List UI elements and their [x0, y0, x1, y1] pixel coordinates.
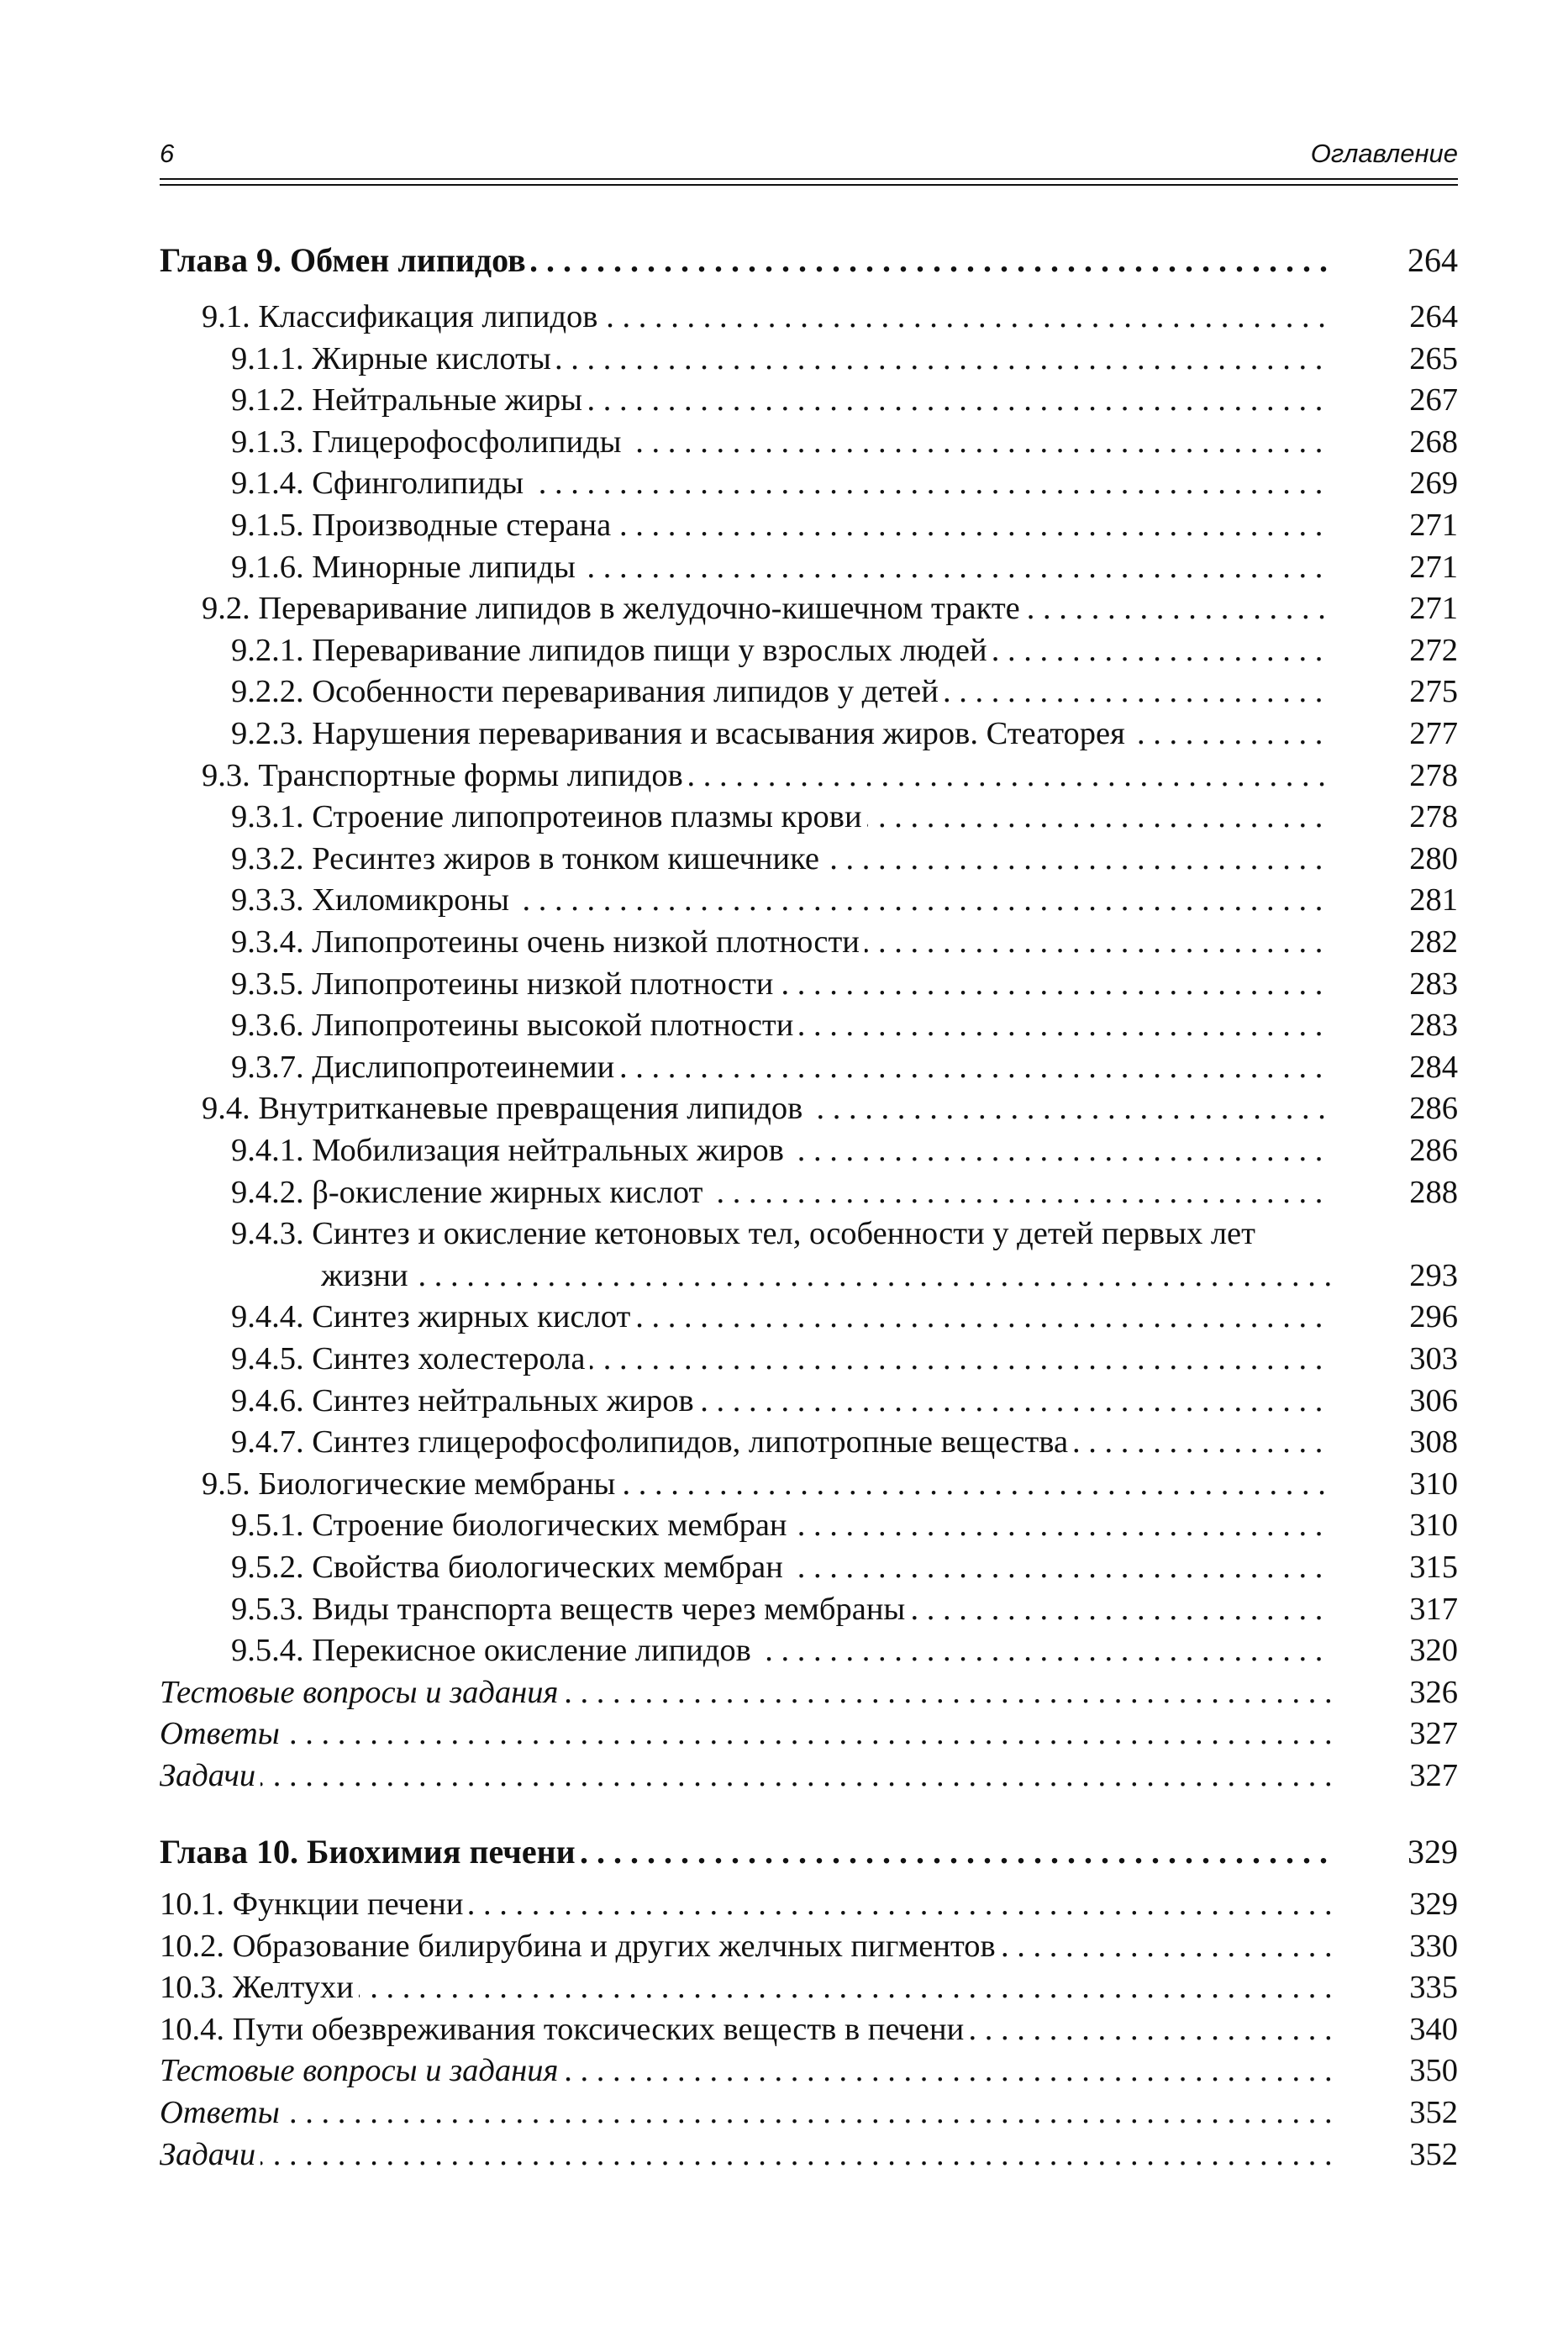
toc-entry [160, 797, 1458, 837]
toc-entry-page: 335 [1409, 1970, 1458, 2006]
toc-entry-page: 265 [1409, 340, 1458, 376]
toc-entry-label: 9.4.1. Мобилизация нейтральных жиров [231, 1133, 789, 1168]
toc-entry [160, 339, 1458, 379]
toc-entry [160, 922, 1458, 962]
toc-entry-label: 9.3.4. Липопротеины очень низкой плотности [231, 924, 865, 960]
toc-entry [160, 964, 1458, 1004]
toc-entry [160, 1047, 1458, 1087]
toc-entry-page: 330 [1409, 1928, 1458, 1964]
toc-entry-page: 268 [1409, 424, 1458, 460]
chapter-heading [160, 240, 1458, 281]
toc-entry-page: 317 [1409, 1591, 1458, 1627]
toc-entry [160, 671, 1458, 712]
toc-entry-page: 350 [1409, 2053, 1458, 2089]
toc-entry-label: 9.5.4. Перекисное окисление липидов [231, 1633, 756, 1668]
toc-entry-text [231, 1297, 1332, 1337]
toc-entry-page: 286 [1409, 1133, 1458, 1168]
toc-entry-page: 264 [1409, 299, 1458, 334]
toc-entry-page: 284 [1409, 1049, 1458, 1085]
toc-entry [160, 2134, 1458, 2175]
toc-entry [160, 1339, 1458, 1379]
toc-entry-label: 9.4.6. Синтез нейтральных жиров [231, 1383, 699, 1418]
toc-entry-label: 9.1. Классификация липидов [202, 299, 602, 334]
toc-entry-text [160, 1672, 1332, 1713]
toc-entry-label: 9.5.2. Свойства биологических мембран [231, 1550, 788, 1585]
header-rule [160, 184, 1458, 186]
toc-entry-label: 10.2. Образование билирубина и других желчных пигментов [160, 1929, 1001, 1964]
toc-entry-page: 283 [1409, 1008, 1458, 1044]
toc-entry [160, 755, 1458, 796]
toc-entry-label: Глава 10. Биохимия печени [160, 1833, 581, 1871]
toc-entry-label: 9.4.5. Синтез холестерола [231, 1341, 590, 1376]
toc-entry-label: 9.1.5. Производные стерана [231, 508, 616, 543]
toc-entry-text [231, 547, 1332, 587]
toc-entry-text [231, 713, 1332, 754]
toc-entry [160, 1005, 1458, 1045]
toc-entry [160, 463, 1458, 503]
toc-entry-label: 9.4.7. Синтез глицерофосфолипидов, липотропные вещества [231, 1424, 1073, 1460]
toc-entry [160, 1381, 1458, 1421]
toc-entry [160, 1630, 1458, 1671]
toc-entry-page: 340 [1409, 2011, 1458, 2047]
toc-entry-text [231, 922, 1332, 962]
toc-entry [160, 1713, 1458, 1754]
toc-entry-page: 310 [1409, 1508, 1458, 1544]
toc-entry-page: 329 [1408, 1833, 1458, 1871]
toc-entry-page: 352 [1409, 2095, 1458, 2130]
toc-entry [160, 1505, 1458, 1545]
toc-entry-label: 9.3.3. Хиломикроны [231, 882, 514, 918]
toc-entry-text [160, 1884, 1332, 1924]
toc-entry [160, 1172, 1458, 1213]
toc-entry-page: 264 [1408, 241, 1458, 279]
toc-entry [160, 297, 1458, 337]
toc-entry-text [231, 1047, 1332, 1087]
toc-entry-page: 275 [1409, 674, 1458, 710]
toc-entry-text [231, 380, 1332, 420]
toc-entry-text [231, 463, 1332, 503]
toc-entry-page: 271 [1409, 549, 1458, 585]
toc-entry-text [202, 588, 1332, 629]
toc-entry-text [231, 1630, 1332, 1671]
toc-entry-first-line [160, 1213, 1458, 1254]
toc-entry [160, 2092, 1458, 2133]
toc-entry [160, 713, 1458, 754]
toc-entry [160, 588, 1458, 629]
toc-entry-page: 272 [1409, 632, 1458, 668]
toc-entry [160, 880, 1458, 920]
toc-entry-label: 10.1. Функции печени [160, 1887, 468, 1922]
toc-entry-label: 9.3.7. Дислипопротеинемии [231, 1050, 619, 1085]
toc-entry-page: 296 [1409, 1299, 1458, 1335]
toc-entry-text [202, 297, 1332, 337]
toc-entry-page: 308 [1409, 1424, 1458, 1460]
toc-entry-text [202, 755, 1332, 796]
toc-entry-text [160, 240, 1332, 281]
toc-entry [160, 547, 1458, 587]
toc-entry [160, 630, 1458, 671]
toc-entry-label: Задачи [160, 2137, 260, 2172]
toc-entry-label: Ответы [160, 2095, 285, 2130]
toc-entry-page: 303 [1409, 1341, 1458, 1376]
toc-entry [160, 1547, 1458, 1587]
toc-entry-label: 10.3. Желтухи [160, 1970, 359, 2005]
toc-entry-text [231, 1589, 1332, 1629]
toc-entry-text [231, 1422, 1332, 1462]
toc-entry-label: 9.2.2. Особенности переваривания липидов у детей [231, 674, 944, 709]
toc-entry-page: 269 [1409, 466, 1458, 502]
toc-entry-label: Ответы [160, 1716, 285, 1751]
toc-entry-label: 9.1.6. Минорные липиды [231, 550, 581, 585]
toc-entry-page: 286 [1409, 1091, 1458, 1127]
toc-entry-page: 282 [1409, 924, 1458, 960]
toc-entry-label: 9.4.4. Синтез жирных кислот [231, 1299, 635, 1334]
toc-entry-text [160, 1832, 1332, 1872]
toc-entry [160, 380, 1458, 420]
toc-entry-text [231, 1505, 1332, 1545]
toc-entry [160, 1255, 1458, 1296]
toc-entry [160, 1297, 1458, 1337]
header-rule [160, 178, 1458, 180]
toc-entry-label: 9.4. Внутритканевые превращения липидов [202, 1091, 808, 1126]
toc-entry-label: 9.2. Переваривание липидов в желудочно-кишечном тракте [202, 591, 1025, 626]
toc-entry-text [231, 1130, 1332, 1171]
toc-entry-label: 9.4.3. Синтез и окисление кетоновых тел, особенности у детей первых лет [231, 1216, 1255, 1252]
toc-entry [160, 1926, 1458, 1966]
toc-entry [160, 839, 1458, 879]
toc-entry-page: 320 [1409, 1633, 1458, 1669]
toc-entry-text [231, 1005, 1332, 1045]
toc-entry-text [160, 1926, 1332, 1966]
toc-entry-label: Задачи [160, 1758, 260, 1793]
toc-entry-page: 293 [1409, 1257, 1458, 1293]
toc-entry [160, 1755, 1458, 1796]
toc-entry-text [231, 1339, 1332, 1379]
toc-entry-page: 288 [1409, 1174, 1458, 1210]
toc-entry-page: 310 [1409, 1466, 1458, 1502]
toc-entry-text [231, 1547, 1332, 1587]
toc-entry-text [231, 1172, 1332, 1213]
toc-entry-label: Тестовые вопросы и задания [160, 1675, 563, 1710]
toc-entry-label: 9.3. Транспортные формы липидов [202, 758, 688, 793]
toc-entry-label: 9.3.6. Липопротеины высокой плотности [231, 1008, 798, 1043]
toc-entry-text [321, 1255, 1332, 1296]
toc-entry [160, 1967, 1458, 2008]
toc-entry-text [231, 839, 1332, 879]
toc-entry-page: 267 [1409, 382, 1458, 418]
toc-entry [160, 1464, 1458, 1504]
toc-entry [160, 505, 1458, 545]
toc-entry [160, 1088, 1458, 1129]
toc-entry-text [231, 1381, 1332, 1421]
toc-entry-label: Глава 9. Обмен липидов [160, 241, 531, 279]
toc-entry-label: 9.1.2. Нейтральные жиры [231, 382, 587, 418]
toc-entry-label: 9.3.5. Липопротеины низкой плотности [231, 966, 778, 1002]
toc-entry-text [160, 2134, 1332, 2175]
toc-entry [160, 1130, 1458, 1171]
toc-entry [160, 1422, 1458, 1462]
toc-entry [160, 2009, 1458, 2050]
toc-entry-page: 278 [1409, 757, 1458, 793]
toc-entry-label: 9.5. Биологические мембраны [202, 1466, 620, 1502]
toc-entry-label: 9.3.2. Ресинтез жиров в тонком кишечнике [231, 841, 824, 876]
toc-entry [160, 1884, 1458, 1924]
toc-entry-label: Тестовые вопросы и задания [160, 2053, 563, 2088]
toc-entry-page: 281 [1409, 882, 1458, 918]
toc-entry [160, 2050, 1458, 2091]
toc-entry-page: 352 [1409, 2136, 1458, 2172]
toc-entry-page: 278 [1409, 799, 1458, 835]
toc-entry-page: 280 [1409, 840, 1458, 876]
toc-entry-label: 9.5.3. Виды транспорта веществ через мембраны [231, 1592, 910, 1627]
toc-entry-page: 271 [1409, 508, 1458, 543]
running-title: Оглавление [1310, 139, 1458, 168]
toc-entry-label: 9.1.3. Глицерофосфолипиды [231, 424, 627, 460]
toc-entry-text [231, 630, 1332, 671]
toc-entry-label: 9.1.4. Сфинголипиды [231, 466, 529, 501]
toc-entry-label: 10.4. Пути обезвреживания токсических веществ в печени [160, 2012, 969, 2047]
toc-entry-text [231, 671, 1332, 712]
toc-entry-text [160, 1713, 1332, 1754]
toc-entry-label: 9.4.2. β-окисление жирных кислот [231, 1175, 708, 1210]
toc-entry-label: 9.2.1. Переваривание липидов пищи у взрослых людей [231, 633, 992, 668]
toc-entry-text [160, 1755, 1332, 1796]
toc-entry-text [231, 964, 1332, 1004]
toc-entry-label: жизни [321, 1258, 413, 1293]
toc-entry-page: 327 [1409, 1758, 1458, 1793]
toc-entry-text [231, 422, 1332, 462]
toc-entry-text [231, 797, 1332, 837]
toc-entry-page: 315 [1409, 1550, 1458, 1585]
toc-entry-page: 329 [1409, 1887, 1458, 1922]
toc-entry-text [160, 2050, 1332, 2091]
toc-entry-text [160, 2092, 1332, 2133]
toc-entry-page: 326 [1409, 1674, 1458, 1710]
toc-entry-text [231, 505, 1332, 545]
toc-entry-label: 9.2.3. Нарушения переваривания и всасывания жиров. Стеаторея [231, 716, 1130, 751]
toc-entry-text [160, 2009, 1332, 2050]
page-number: 6 [160, 139, 175, 168]
toc-entry-page: 271 [1409, 591, 1458, 627]
toc-entry-page: 327 [1409, 1716, 1458, 1752]
toc-entry-text [160, 1967, 1332, 2008]
toc-entry-page: 283 [1409, 966, 1458, 1002]
toc-entry [160, 1672, 1458, 1713]
toc-entry-text [202, 1088, 1332, 1129]
toc-entry [160, 1589, 1458, 1629]
toc-entry-page: 306 [1409, 1382, 1458, 1418]
toc-entry-label: 9.5.1. Строение биологических мембран [231, 1508, 792, 1543]
toc-entry [160, 422, 1458, 462]
toc-entry-label: 9.3.1. Строение липопротеинов плазмы крови [231, 799, 867, 834]
running-header [160, 139, 1458, 177]
chapter-heading [160, 1832, 1458, 1872]
toc-entry-page: 277 [1409, 716, 1458, 751]
toc-entry-text [231, 339, 1332, 379]
toc-entry-text [202, 1464, 1332, 1504]
toc-entry-text [231, 880, 1332, 920]
toc-entry-label: 9.1.1. Жирные кислоты [231, 341, 556, 376]
